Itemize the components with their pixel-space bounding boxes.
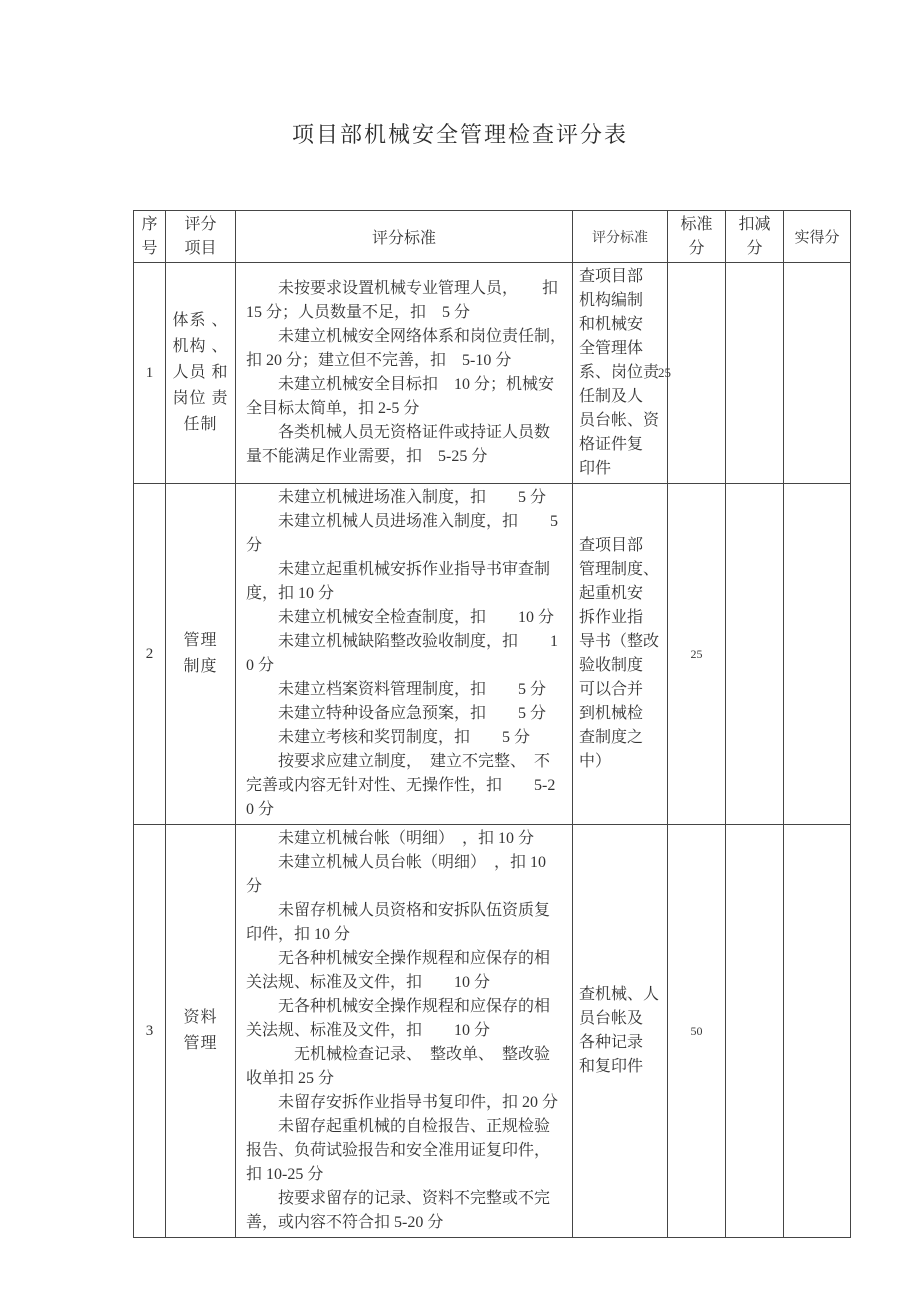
row1-seq-no: 1: [134, 263, 166, 484]
row2-check-method: [573, 484, 668, 825]
row2-item-text: 管理 制度: [183, 632, 218, 675]
row2-check-method-text: 查项目部 管理制度、 起重机安 拆作业指 导书（整改 验收制度 可以合并 到机械检 查制度之 中）: [579, 537, 660, 770]
row1-deduct-score: [726, 263, 784, 484]
header-standard-score: [668, 211, 726, 263]
header-score-item: [166, 211, 236, 263]
row2-standard-score: 25: [668, 484, 726, 825]
row1-criteria-text: 未按要求设置机械专业管理人员， 扣 15 分；人员数量不足，扣 5 分 未建立机械安全网络体系和岗位责任制， 扣 20 分；建立但不完善，扣 5-10 分 未建立机械安全目标扣 10 分；机械安全目标太简单，扣 2-5 分 各类机械人员无资格证件或持证人员数量不能满足作业需要，扣 5-25 分: [246, 280, 575, 465]
row3-standard-score: 50: [668, 825, 726, 1238]
row1-item: [166, 263, 236, 484]
page-title: 项目部机械安全管理检查评分表: [291, 122, 628, 147]
header-seq-no-text: 序 号: [141, 215, 158, 257]
row2-actual-score: [784, 484, 851, 825]
header-scoring-criteria: 评分标准: [236, 211, 573, 263]
row3-criteria: [236, 825, 573, 1238]
header-score-item-text: 评分 项目: [184, 215, 217, 257]
header-actual-score: 实得分: [784, 211, 851, 263]
row1-standard-score: [658, 263, 726, 484]
row3-actual-score: [784, 825, 851, 1238]
header-deduct-score-text: 扣减 分: [738, 215, 771, 257]
header-row: [134, 211, 851, 263]
row2-seq-no: 2: [134, 484, 166, 825]
table-row-1: [134, 263, 851, 484]
table-row-2: [134, 484, 851, 825]
row2-item: [166, 484, 236, 825]
row3-check-method-text: 查机械、人 员台帐及 各种记录 和复印件: [579, 986, 660, 1075]
row1-item-text: 体系 、 机构 、 人员 和 岗位 责 任制: [172, 312, 229, 433]
header-seq-no: [134, 211, 166, 263]
row1-criteria: [236, 263, 573, 484]
header-check-method: 评分标准: [573, 211, 668, 263]
row3-check-method: [573, 825, 668, 1238]
row2-deduct-score: [726, 484, 784, 825]
row2-criteria-text: 未建立机械进场准入制度，扣 5 分 未建立机械人员进场准入制度，扣 5 分 未建立起重机械安拆作业指导书审查制度，扣 10 分 未建立机械安全检查制度，扣 10 分 未建立机械缺陷整改验收制度，扣 10 分 未建立档案资料管理制度，扣 5 分 未建立特种设备应急预案，扣 5 分 未建立考核和奖罚制度，扣 5 分 按要求应建立制度， 建立不完整、 不完善或内容无针对性、无操作性，扣 5-20 分: [246, 489, 563, 818]
row3-item-text: 资料 管理: [183, 1009, 218, 1052]
header-deduct-score: [726, 211, 784, 263]
row3-deduct-score: [726, 825, 784, 1238]
row3-seq-no: 3: [134, 825, 166, 1238]
row1-check-method-text: 查项目部 机构编制 和机械安 全管理体 系、岗位责 任制及人 员台帐、资 格证件复 印件: [579, 268, 660, 477]
score-table: [133, 210, 851, 1238]
row1-standard-score-value: 25: [658, 365, 671, 380]
row1-check-method: [573, 263, 668, 484]
row1-actual-score: [784, 263, 851, 484]
header-standard-score-text: 标准 分: [680, 215, 713, 257]
table-row-3: [134, 825, 851, 1238]
row3-item: [166, 825, 236, 1238]
row2-criteria: [236, 484, 573, 825]
row3-criteria-text: 未建立机械台帐（明细） ，扣 10 分 未建立机械人员台帐（明细） ，扣 10 分 未留存机械人员资格和安拆队伍资质复印件，扣 10 分 无各种机械安全操作规程和应保存的相关法规、标准及文件，扣 10 分 无各种机械安全操作规程和应保存的相关法规、标准及文件，扣 10 分 无机械检查记录、 整改单、 整改验收单扣 25 分 未留存安拆作业指导书复印件，扣 20 分 未留存起重机械的自检报告、正规检验报告、负荷试验报告和安全准用证复印件，扣 10-25 分 按要求留存的记录、资料不完整或不完善，或内容不符合扣 5-20 分: [246, 830, 559, 1231]
